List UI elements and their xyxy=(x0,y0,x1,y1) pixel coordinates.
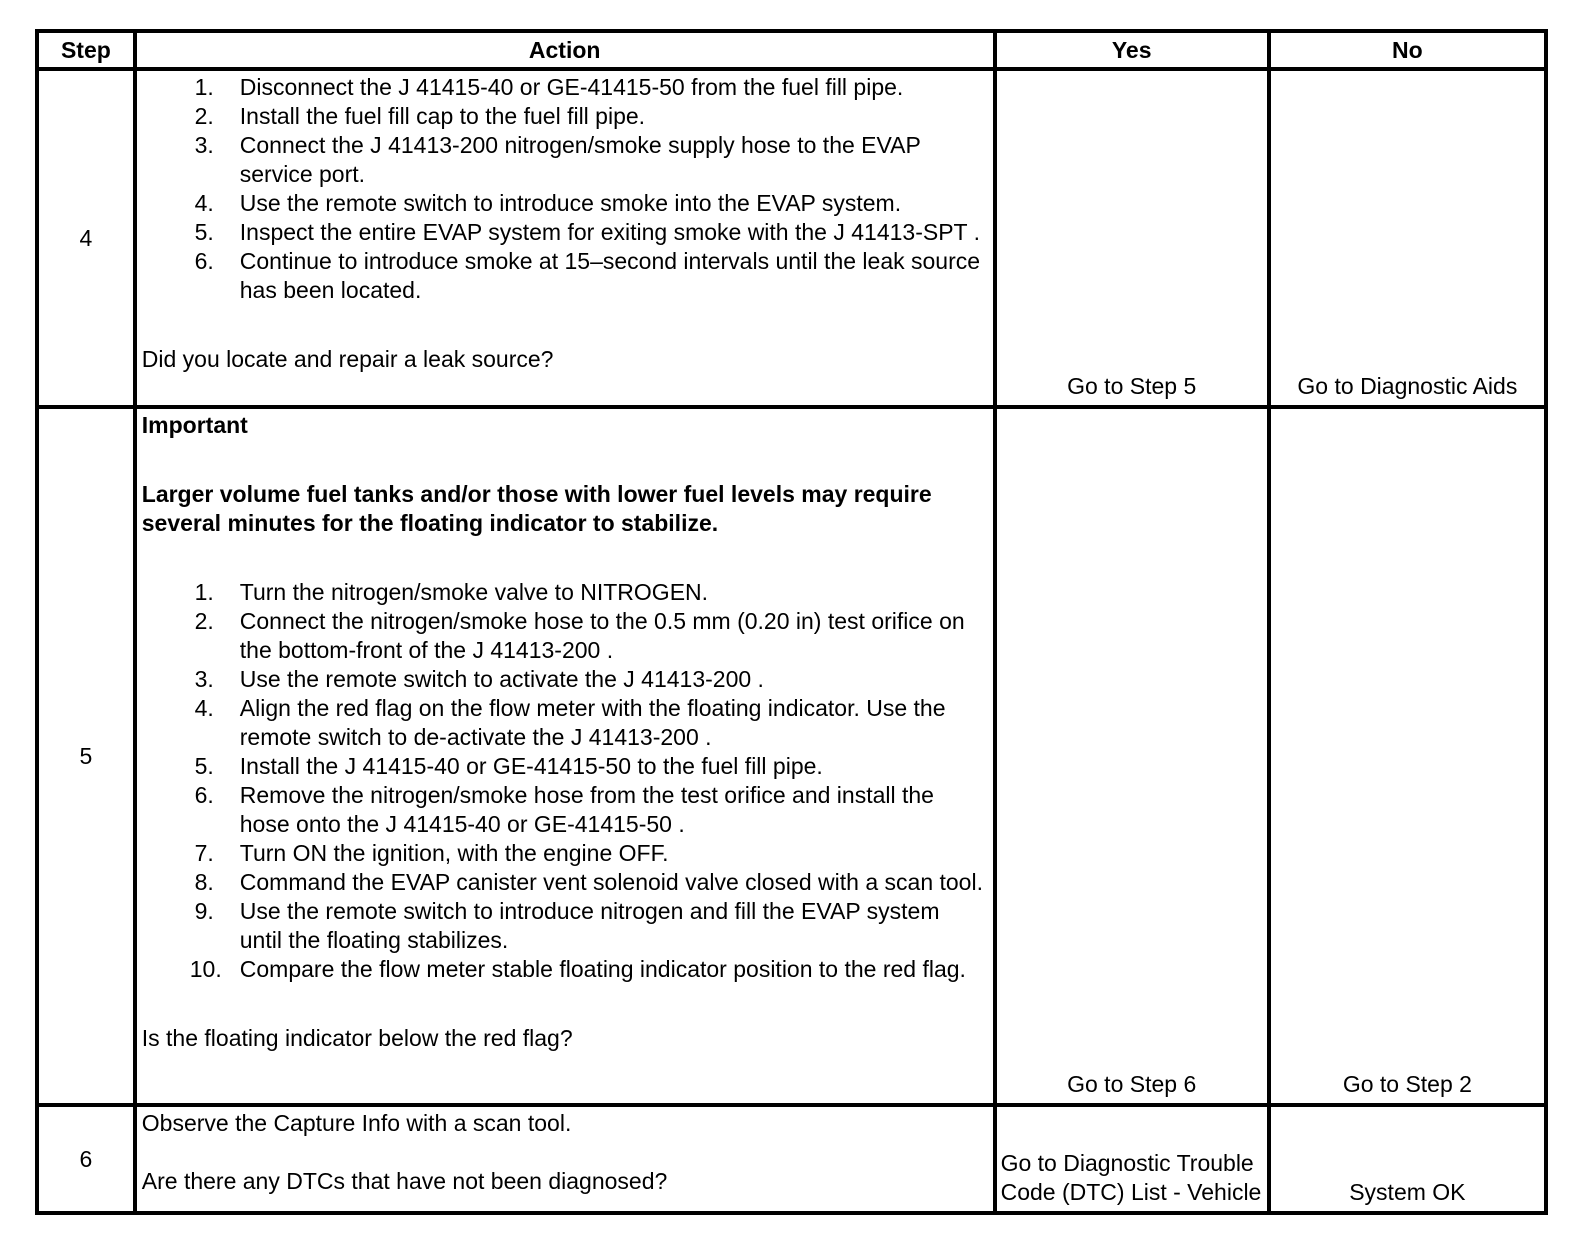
no-cell: Go to Step 2 xyxy=(1269,407,1546,1105)
question-text: Did you locate and repair a leak source? xyxy=(141,346,554,372)
list-item: 1. Disconnect the J 41415-40 or GE-41415-50 from the fuel fill pipe. xyxy=(194,74,904,100)
instruction-list xyxy=(142,578,987,984)
list-item: 2. Install the fuel fill cap to the fuel fill pipe. xyxy=(194,103,646,129)
step-number: 4 xyxy=(37,69,135,407)
step-number: 6 xyxy=(37,1105,135,1213)
list-item: 3. Connect the J 41413-200 nitrogen/smoke supply hose to the EVAP service port. xyxy=(194,132,921,187)
list-item: 8. Command the EVAP canister vent solenoid valve closed with a scan tool. xyxy=(194,869,983,895)
table-row-step-6 xyxy=(37,1105,1546,1213)
list-item: 2. Connect the nitrogen/smoke hose to the 0.5 mm (0.20 in) test orifice on the bottom-front of the J 41413-200 . xyxy=(194,608,965,663)
step-number: 5 xyxy=(37,407,135,1105)
instruction-list xyxy=(142,73,987,305)
table-row-step-5 xyxy=(37,407,1546,1105)
list-item: 6. Remove the nitrogen/smoke hose from the test orifice and install the hose onto the J 41415-40 or GE-41415-50 . xyxy=(194,782,934,837)
list-item: 9. Use the remote switch to introduce nitrogen and fill the EVAP system until the floating stabilizes. xyxy=(194,898,940,953)
header-step: Step xyxy=(37,31,135,69)
list-item: 7. Turn ON the ignition, with the engine OFF. xyxy=(194,840,669,866)
instruction-text: Observe the Capture Info with a scan tool. xyxy=(141,1110,572,1136)
header-row xyxy=(37,31,1546,69)
action-cell xyxy=(135,69,995,407)
question-text: Are there any DTCs that have not been diagnosed? xyxy=(141,1168,668,1194)
header-no: No xyxy=(1269,31,1546,69)
question-text: Is the floating indicator below the red flag? xyxy=(141,1025,573,1051)
list-item: 3. Use the remote switch to activate the J 41413-200 . xyxy=(194,666,764,692)
list-item: 1. Turn the nitrogen/smoke valve to NITROGEN. xyxy=(194,579,709,605)
important-note: Larger volume fuel tanks and/or those with lower fuel levels may require several minutes for the floating indicator to stabilize. xyxy=(141,481,932,536)
yes-cell: Go to Step 6 xyxy=(995,407,1269,1105)
action-cell xyxy=(135,1105,995,1213)
list-item: 4. Use the remote switch to introduce smoke into the EVAP system. xyxy=(194,190,902,216)
header-action: Action xyxy=(135,31,995,69)
yes-cell: Go to Step 5 xyxy=(995,69,1269,407)
list-item: 10. Compare the flow meter stable floating indicator position to the red flag. xyxy=(189,956,966,982)
no-cell: Go to Diagnostic Aids xyxy=(1269,69,1546,407)
no-cell: System OK xyxy=(1269,1105,1546,1213)
list-item: 5. Install the J 41415-40 or GE-41415-50 to the fuel fill pipe. xyxy=(194,753,823,779)
list-item: 5. Inspect the entire EVAP system for exiting smoke with the J 41413-SPT . xyxy=(194,219,980,245)
list-item: 6. Continue to introduce smoke at 15–second intervals until the leak source has been located. xyxy=(194,248,981,303)
important-heading: Important xyxy=(141,412,248,438)
header-yes: Yes xyxy=(995,31,1269,69)
action-cell xyxy=(135,407,995,1105)
yes-cell: Go to Diagnostic Trouble Code (DTC) List - Vehicle xyxy=(995,1105,1269,1213)
list-item: 4. Align the red flag on the flow meter with the floating indicator. Use the remote switch to de-activate the J 41413-200 . xyxy=(194,695,946,750)
diagnostic-table xyxy=(35,29,1548,1215)
table-row-step-4 xyxy=(37,69,1546,407)
